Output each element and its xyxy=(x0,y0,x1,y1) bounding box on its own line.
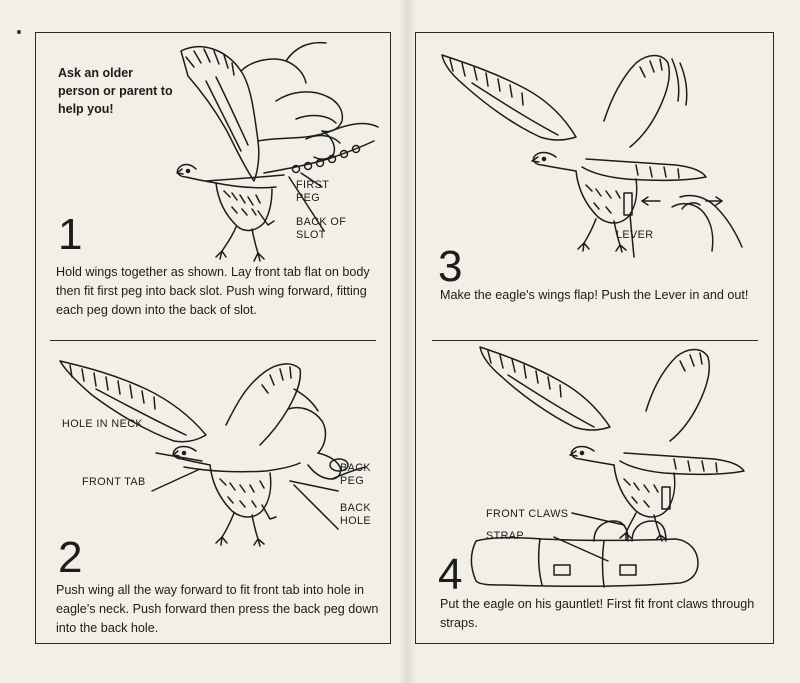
step4-caption: Put the eagle on his gauntlet! First fit front claws through straps. xyxy=(440,597,755,630)
label-back-of-slot-line1: BACK OF xyxy=(296,216,347,228)
step3-caption: Make the eagle's wings flap! Push the Lever in and out! xyxy=(440,288,749,302)
label-back-of-slot-line2: SLOT xyxy=(296,229,326,241)
label-lever: LEVER xyxy=(616,229,654,241)
step2-caption: Push wing all the way forward to fit front tab into hole in eagle's neck. Push forward then press the back peg down into the back hole. xyxy=(56,583,379,635)
help-note: Ask an older person or parent to help you! xyxy=(58,66,173,116)
step3-illustration xyxy=(436,47,766,257)
right-page xyxy=(415,32,774,644)
step-number-3: 3 xyxy=(438,242,463,291)
center-fold xyxy=(398,0,416,683)
label-front-tab: FRONT TAB xyxy=(82,476,146,488)
label-first-peg-line2: PEG xyxy=(296,192,321,204)
left-page xyxy=(35,32,391,644)
label-back-hole-line2: HOLE xyxy=(340,515,372,527)
label-front-claws: FRONT CLAWS xyxy=(486,508,569,520)
label-back-peg-line2: PEG xyxy=(340,475,365,487)
step-number-2: 2 xyxy=(58,533,83,582)
step-number-4: 4 xyxy=(438,550,463,599)
corner-dot xyxy=(17,30,21,34)
label-back-peg-line1: BACK xyxy=(340,462,372,474)
step2-illustration xyxy=(56,355,376,545)
step1-caption: Hold wings together as shown. Lay front tab flat on body then fit first peg into back slot. Push wing forward, fitting each peg down into the back of slot. xyxy=(56,265,370,317)
label-hole-in-neck: HOLE IN NECK xyxy=(62,418,143,430)
step1-illustration xyxy=(146,41,386,269)
label-strap: STRAP xyxy=(486,530,524,542)
step-number-1: 1 xyxy=(58,210,83,259)
label-first-peg-line1: FIRST xyxy=(296,179,330,191)
label-back-hole-line1: BACK xyxy=(340,502,372,514)
step4-illustration xyxy=(476,341,766,591)
left-divider xyxy=(50,340,376,341)
